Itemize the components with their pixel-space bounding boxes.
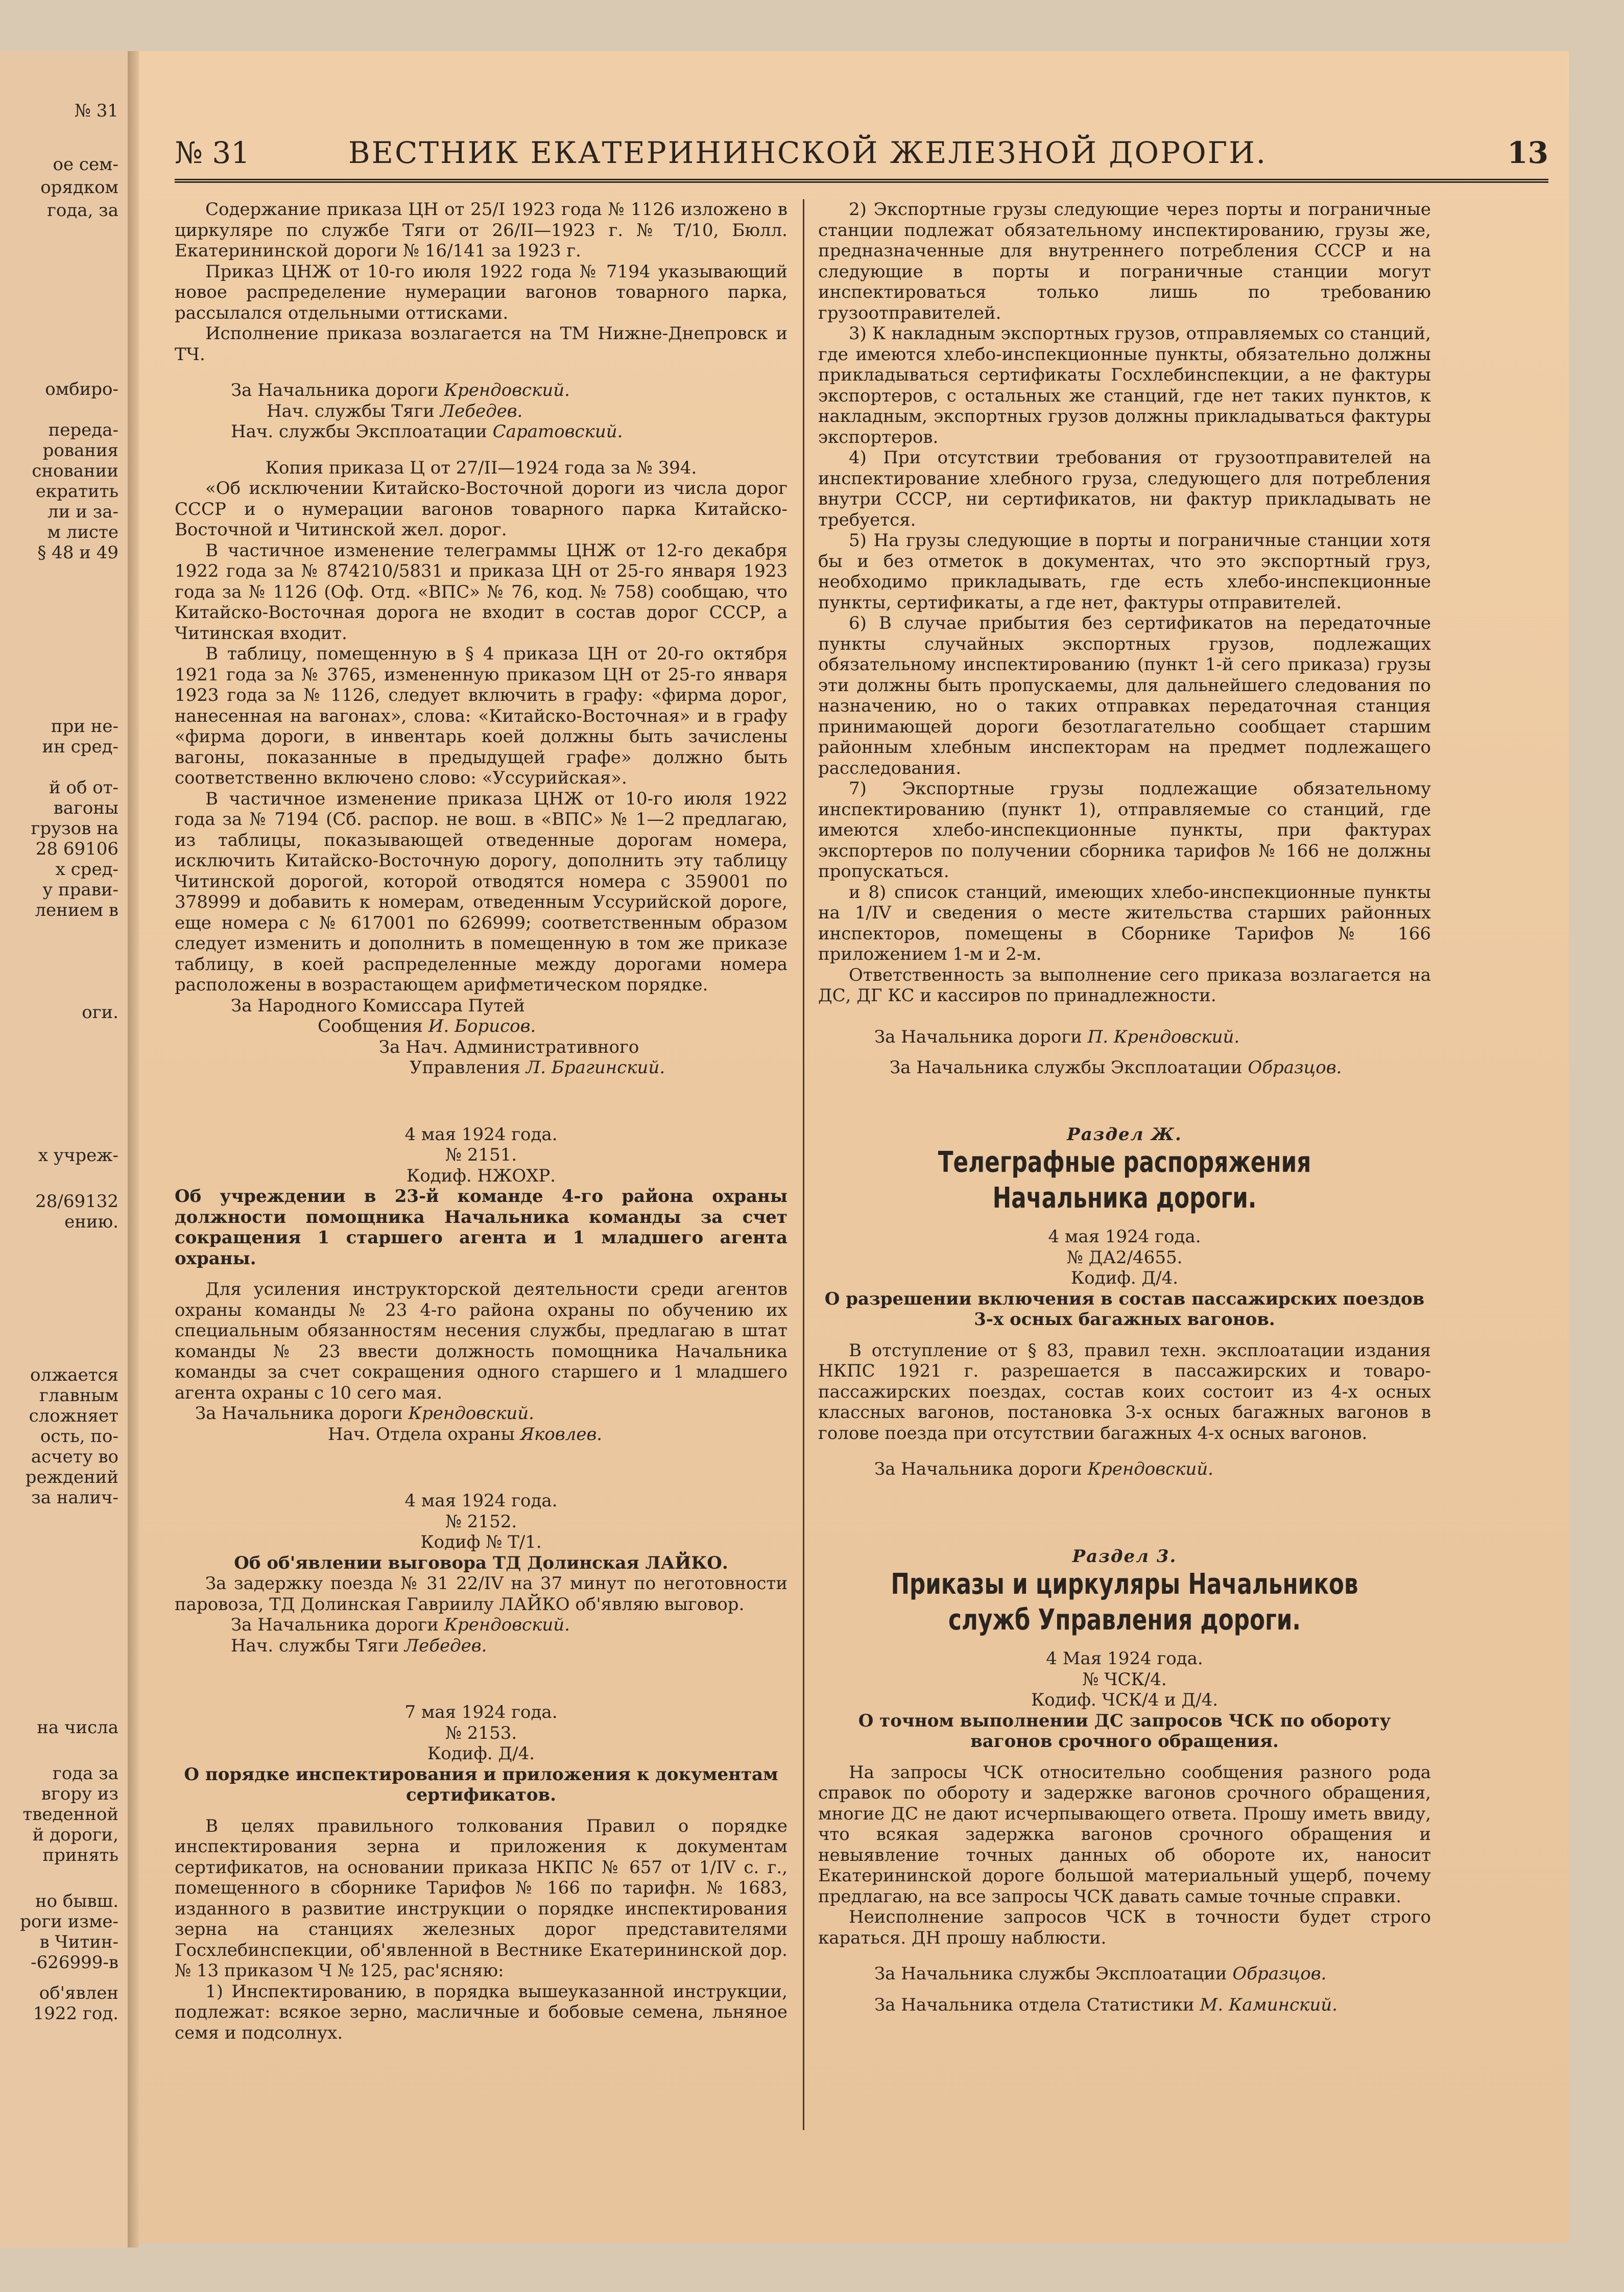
left-page-text-fragment: ое сем-	[53, 154, 118, 175]
order-title: О точном выполнении ДС запросов ЧСК по обороту вагонов срочного обращения.	[858, 1710, 1391, 1752]
page	[139, 51, 1569, 2242]
left-page-text-fragment: оги.	[82, 1002, 118, 1023]
left-page-text-fragment: й дороги,	[32, 1825, 118, 1845]
page-header	[175, 135, 1548, 171]
left-page-text-fragment: роги изме-	[20, 1911, 118, 1932]
left-page-text-fragment: в Читин-	[39, 1932, 118, 1952]
order-text: В отступление от § 83, правил техн. эксплоатации издания НКПС 1921 г. разрешается в пассажирских и товаро-пассажирских поездах, состав коих состоит из 4-х осных классных вагонов, постановка 3-х осных багажных вагонов в голове поезда при отсутствии багажных 4-х осных вагонов.	[818, 1340, 1431, 1444]
order-item: 4) При отсутствии требования от грузоотправителей на инспектирование хлебного груза, следующего для потребления внутри СССР, ни сертификатов, ни фактур прикладывать не требуется.	[818, 447, 1431, 530]
order-text: Неисполнение запросов ЧСК в точности будет строго караться. ДН прошу наблюсти.	[818, 1907, 1431, 1948]
left-page-text-fragment: олжается	[30, 1365, 118, 1385]
order-item: 3) К накладным экспортных грузов, отправляемых со станций, где имеются хлебо-инспекционные пункты, обязательно должны прикладываться сертификаты Госхлебинспекции, а не фактуры экспортеров, с остальных же станций, где нет таких пунктов, к накладным, экспортных грузов должны прикладываться фактуры экспортеров.	[818, 323, 1431, 447]
left-page-text-fragment: ин сред-	[42, 737, 118, 757]
section-label: Раздел Ж.	[1067, 1124, 1182, 1145]
order-number: № 2152.	[445, 1511, 517, 1532]
order-title: О порядке инспектирования и приложения к документам сертификатов.	[184, 1764, 778, 1805]
order-date: 4 мая 1924 года.	[404, 1124, 558, 1145]
left-page-text-fragment: х сред-	[55, 859, 118, 880]
left-page-text-fragment: ли и за-	[47, 502, 118, 522]
left-page-text-fragment: ению.	[64, 1212, 118, 1232]
paragraph: Содержание приказа ЦН от 25/I 1923 года № 1126 изложено в циркуляре по службе Тяги от 26/II—1923 г. № Т/10, Бюлл. Екатерининской дороги № 16/141 за 1923 г.	[175, 199, 787, 261]
order-title: Об об'явлении выговора ТД Долинская ЛАЙКО.	[234, 1552, 728, 1573]
copy-title: «Об исключении Китайско-Восточной дороги из числа дорог СССР и о нумерации вагонов товарного парка Китайско-Восточной и Читинской жел. дорог.	[175, 478, 787, 540]
order-date: 4 Мая 1924 года.	[1046, 1648, 1203, 1669]
section-title: Телеграфные распоряжения Начальника дороги.	[938, 1146, 1311, 1215]
left-page-text-fragment: вагоны	[53, 798, 118, 818]
order-date: 7 мая 1924 года.	[404, 1702, 558, 1722]
signature: За Начальника дороги Крендовский.	[874, 1459, 1213, 1479]
newspaper-title: ВЕСТНИК ЕКАТЕРИНИНСКОЙ ЖЕЛЕЗНОЙ ДОРОГИ.	[348, 135, 1268, 170]
left-page-text-fragment: у прави-	[42, 880, 118, 900]
left-page-text-fragment: сложняет	[29, 1406, 118, 1426]
left-page-text-fragment: грузов на	[31, 818, 118, 839]
right-column	[818, 199, 1431, 2015]
section-title: Приказы и циркуляры Начальников служб Управления дороги.	[891, 1568, 1358, 1637]
order-title: Об учреждении в 23-й команде 4-го района охраны должности помощника Начальника команды за счет сокращения 1 старшего агента и 1 младшего агента охраны.	[175, 1186, 787, 1269]
order-item: 1) Инспектированию, в порядка вышеуказанной инструкции, подлежат: всякое зерно, масличные и бобовые семена, льняное семя и подсолнух.	[175, 1981, 787, 2043]
order-item: 6) В случае прибытия без сертификатов на передаточные пункты случайных экспортных грузов, подлежащих обязательному инспектированию (пункт 1-й сего приказа) грузы эти должны быть пропускаемы, для дальнейшего следования по назначению, но о таких отправках передаточная станция принимающей дороги безотлагательно сообщает старшим районным хлебным инспекторам на предмет подлежащего расследования.	[818, 613, 1431, 778]
order-code: Кодиф. ЧСК/4 и Д/4.	[1031, 1690, 1219, 1710]
issue-number: № 31	[175, 135, 250, 170]
signature: За Народного Комиссара Путей	[231, 995, 525, 1016]
order-item: и 8) список станций, имеющих хлебо-инспекционные пункты на 1/IV и сведения о месте жительства старших районных инспекторов, помещены в Сборнике Тарифов № 166 приложением 1-м и 2-м.	[818, 882, 1431, 964]
order-code: Кодиф № Т/1.	[420, 1532, 542, 1552]
order-text: За задержку поезда № 31 22/IV на 37 минут по неготовности паровоза, ТД Долинская Гавриилу ЛАЙКО об'являю выговор.	[175, 1573, 787, 1615]
left-page-fragment	[0, 51, 128, 2248]
order-text: На запросы ЧСК относительно сообщения разного рода справок по обороту и задержке вагонов срочного обращения, многие ДС не дают исчерпывающего ответа. Прошу иметь ввиду, что всякая задержка вагонов срочного обращения и невыявление точных данных об обороте их, наносит Екатерининской дороге большой материальный ущерб, почему предлагаю, на все запросы ЧСК давать самые точные справки.	[818, 1762, 1431, 1907]
left-page-text-fragment: рования	[42, 440, 118, 461]
signature: За Нач. Административного	[379, 1036, 639, 1057]
signature: За Начальника дороги Крендовский.	[231, 1615, 570, 1635]
left-page-text-fragment: й об от-	[49, 777, 118, 798]
section-label: Раздел 3.	[1072, 1546, 1177, 1567]
order-text: В целях правильного толкования Правил о порядке инспектирования зерна и приложения к документам сертификатов, на основании приказа НКПС № 657 от 1/IV с. г., помещенного в сборнике Тарифов № 166 по тарифн. № 1683, изданного в развитие инструкции о порядке инспектирования зерна на станциях железных дорог представителями Госхлебинспекции, об'явленной в Вестнике Екатерининской дор. № 13 приказом Ч № 125, рас'ясняю:	[175, 1815, 787, 1981]
order-title: О разрешении включения в состав пассажирских поездов 3-х осных багажных вагонов.	[824, 1288, 1425, 1330]
order-item: 7) Экспортные грузы подлежащие обязательному инспектированию (пункт 1), отправляемые со станций, где имеются хлебо-инспекционные пункты, при фактурах экспортеров по получении сборника тарифов № 166 не должны пропускаться.	[818, 778, 1431, 882]
left-page-text-fragment: -626999-в	[31, 1952, 118, 1973]
signature: За Начальника дороги Крендовский.	[195, 1403, 534, 1424]
left-page-text-fragment: вгору из	[41, 1784, 118, 1804]
order-item: 2) Экспортные грузы следующие через порты и пограничные станции подлежат обязательному инспектированию, грузы же, предназначенные для внутреннего потребления СССР и на следующие в порты и пограничные станции могут инспектироваться только лишь по требованию грузоотправителей.	[818, 199, 1431, 323]
order-text: Для усиления инструкторской деятельности среди агентов охраны команды № 23 4-го района охраны по обучению их специальным обязанностям несения службы, предлагаю в штат команды № 23 ввести должность помощника Начальника команды за счет сокращения одного старшего и 1 младшего агента охраны с 10 сего мая.	[175, 1279, 787, 1403]
order-code: Кодиф. Д/4.	[1070, 1268, 1179, 1288]
paragraph: В частичное изменение приказа ЦНЖ от 10-го июля 1922 года за № 7194 (Сб. распор. не вош. в «ВПС» № 1—2 предлагаю, из таблицы, показывающей отведенные дорогам номера, исключить Китайско-Восточную дорогу, дополнить эту таблицу Читинской дорогой, которой отводятся номера с 359001 по 378999 и добавить к номерам, отведенным Уссурийской дороге, еще номера с № 617001 по 626999; соответственным образом следует изменить и дополнить в помещенную в том же приказе таблицу, в коей распределенные между дорогами номера расположены в возрастающем арифметическом порядке.	[175, 788, 787, 995]
left-page-text-fragment: но бывш.	[35, 1891, 118, 1911]
header-rule	[175, 179, 1548, 183]
left-page-text-fragment: асчету во	[31, 1447, 118, 1467]
signature: Нач. службы Тяги Лебедев.	[267, 400, 523, 421]
paragraph: В частичное изменение телеграммы ЦНЖ от 12-го декабря 1922 года за № 874210/5831 и приказа ЦН от 25-го января 1923 года за № 1126 (Оф. Отд. «ВПС» № 76, код. № 758) сообщаю, что Китайско-Восточная дорога не входит в состав дорог СССР, а Читинская входит.	[175, 540, 787, 644]
column-divider	[803, 199, 804, 2130]
paragraph: В таблицу, помещенную в § 4 приказа ЦН от 20-го октября 1921 года за № 3765, измененную приказом ЦН от 25-го января 1923 года за № 1126, следует включить в графу: «фирма дорог, нанесенная на вагонах», слова: «Китайско-Восточная» и в графу «фирма дороги, в инвентарь коей должны быть зачислены вагоны, показанные в предыдущей графе» должно быть соответственно включено слово: «Уссурийская».	[175, 644, 787, 788]
left-page-text-fragment: года за	[52, 1763, 118, 1784]
order-number: № 2151.	[445, 1145, 517, 1165]
paragraph: Приказ ЦНЖ от 10-го июля 1922 года № 7194 указывающий новое распределение нумерации вагонов товарного парка, рассылался отдельными оттисками.	[175, 261, 787, 323]
left-page-text-fragment: об'явлен	[39, 1983, 118, 2003]
left-page-text-fragment: омбиро-	[45, 379, 118, 399]
order-number: № ЧСК/4.	[1082, 1669, 1167, 1690]
left-page-text-fragment: м листе	[47, 522, 118, 542]
copy-heading: Копия приказа Ц от 27/II—1924 года за № 394.	[265, 457, 697, 478]
left-page-text-fragment: за налич-	[31, 1487, 118, 1508]
left-page-text-fragment: х учреж-	[38, 1145, 118, 1166]
signature: Сообщения И. Борисов.	[318, 1016, 536, 1036]
page-number: 13	[1507, 135, 1548, 170]
signature: За Начальника дороги П. Крендовский.	[874, 1026, 1240, 1047]
left-page-text-fragment: № 31	[74, 101, 118, 121]
order-number: № 2153.	[445, 1722, 517, 1743]
left-page-text-fragment: § 48 и 49	[37, 542, 118, 563]
signature: За Начальника отдела Статистики М. Каминский.	[874, 1994, 1338, 2015]
left-page-text-fragment: 28 69106	[35, 839, 118, 859]
left-page-text-fragment: переда-	[48, 420, 118, 440]
order-code: Кодиф. Д/4.	[427, 1743, 535, 1764]
left-page-text-fragment: орядком	[40, 177, 118, 198]
paragraph: Исполнение приказа возлагается на ТМ Нижне-Днепровск и ТЧ.	[175, 323, 787, 365]
left-page-text-fragment: на числа	[37, 1717, 118, 1738]
order-number: № ДА2/4655.	[1066, 1247, 1183, 1268]
left-page-text-fragment: сновании	[32, 461, 118, 481]
order-code: Кодиф. НЖОХР.	[406, 1165, 556, 1186]
left-page-text-fragment: ость, по-	[40, 1426, 118, 1447]
left-page-text-fragment: 1922 год.	[33, 2003, 118, 2024]
left-page-text-fragment: принять	[42, 1845, 118, 1865]
left-page-text-fragment: при не-	[51, 716, 118, 737]
left-page-text-fragment: лением в	[35, 900, 118, 920]
signature: За Начальника службы Эксплоатации Образцов.	[890, 1057, 1342, 1078]
left-column	[175, 199, 787, 2043]
signature: Нач. службы Эксплоатации Саратовский.	[231, 421, 623, 442]
signature: Нач. Отдела охраны Яковлев.	[328, 1424, 603, 1445]
left-page-text-fragment: 28/69132	[35, 1191, 118, 1212]
left-page-text-fragment: реждений	[25, 1467, 118, 1487]
signature: Нач. службы Тяги Лебедев.	[231, 1635, 487, 1656]
left-page-text-fragment: екратить	[35, 481, 118, 502]
left-page-text-fragment: тведенной	[22, 1804, 118, 1825]
left-page-text-fragment: главным	[39, 1385, 118, 1406]
order-date: 4 мая 1924 года.	[1048, 1226, 1201, 1247]
order-item: 5) На грузы следующие в порты и пограничные станции хотя бы и без отметок в документах, что это экспортный груз, необходимо прикладывать, где есть хлебо-инспекционные пункты, сертификаты, а где нет, фактуры отправителей.	[818, 530, 1431, 613]
page-fold	[128, 51, 139, 2248]
paragraph: Ответственность за выполнение сего приказа возлагается на ДС, ДГ КС и кассиров по принадлежности.	[818, 964, 1431, 1006]
left-page-text-fragment: года, за	[47, 200, 118, 221]
signature: За Начальника дороги Крендовский.	[231, 380, 570, 400]
order-date: 4 мая 1924 года.	[404, 1491, 558, 1511]
signature: За Начальника службы Эксплоатации Образцов.	[874, 1964, 1327, 1984]
signature: Управления Л. Брагинский.	[410, 1057, 665, 1078]
